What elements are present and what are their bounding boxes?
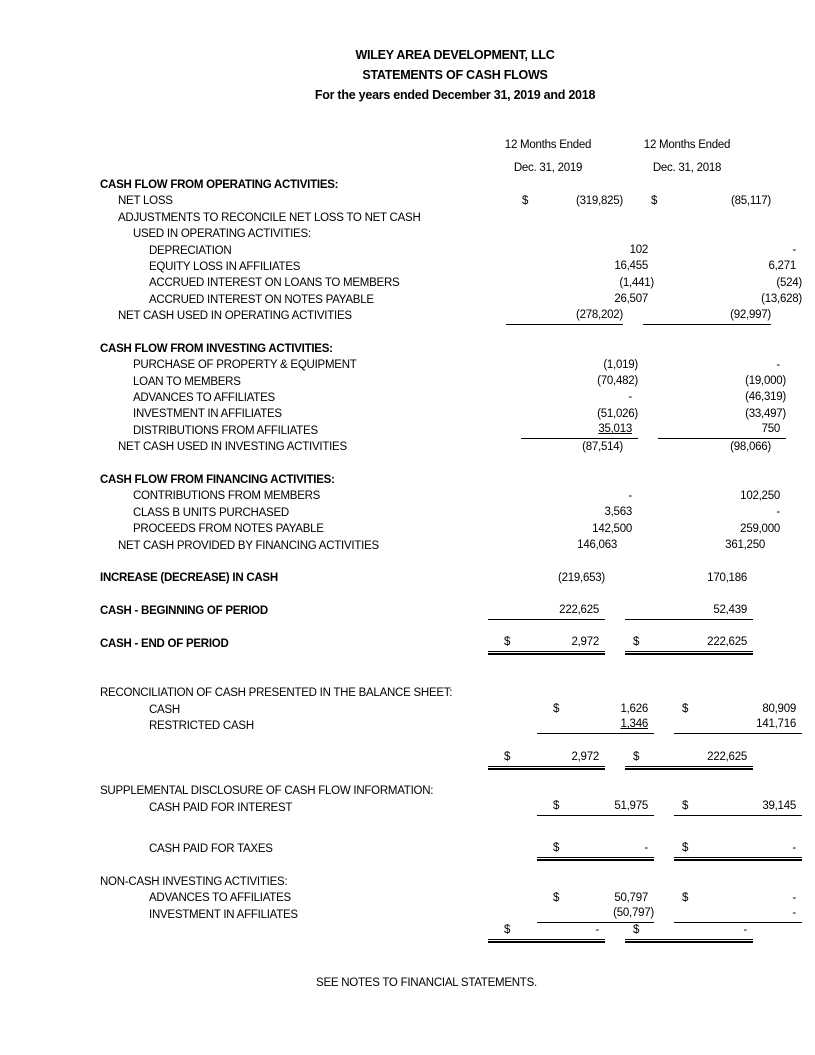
- statement-row: [100, 538, 765, 554]
- spacer-row: [100, 734, 753, 750]
- amount-2019: [537, 259, 654, 275]
- amount-2019: [521, 390, 638, 406]
- statement-row: [100, 890, 796, 906]
- statement-row: [100, 259, 796, 275]
- company-name: WILEY AREA DEVELOPMENT, LLC: [355, 48, 555, 62]
- row-label: ADJUSTMENTS TO RECONCILE NET LOSS TO NET CASH: [118, 211, 421, 224]
- amount-2019: [506, 210, 623, 226]
- amount-value: -: [792, 907, 796, 920]
- amount-2019: [521, 374, 638, 390]
- amount-value: (524): [776, 276, 802, 289]
- row-label: RECONCILIATION OF CASH PRESENTED IN THE BALANCE SHEET:: [100, 687, 453, 700]
- section-header-row: [100, 177, 753, 193]
- row-label: CASH - END OF PERIOD: [100, 637, 229, 650]
- statement-row: [100, 193, 771, 209]
- amount-2019: [488, 341, 605, 357]
- amount-2018: [625, 874, 753, 890]
- amount-2019: [537, 702, 654, 718]
- row-label: PROCEEDS FROM NOTES PAYABLE: [133, 523, 324, 536]
- statement-row: [100, 783, 753, 799]
- statement-row: [100, 406, 786, 422]
- amount-2018: [643, 308, 771, 324]
- amount-value: -: [792, 891, 796, 904]
- column-gap: [654, 841, 674, 857]
- statement-row: [100, 751, 753, 767]
- amount-2018: [625, 570, 753, 586]
- statement-row: [100, 243, 796, 259]
- amount-value: -: [628, 391, 632, 404]
- dollar-sign: $: [633, 923, 640, 936]
- dollar-sign: $: [553, 800, 560, 813]
- amount-value: 26,507: [614, 293, 648, 306]
- column-gap: [638, 423, 658, 439]
- amount-2019: [521, 406, 638, 422]
- statement-row: [100, 923, 753, 939]
- row-label: NET CASH USED IN OPERATING ACTIVITIES: [118, 310, 352, 323]
- statement-row: [100, 718, 796, 734]
- amount-value: 102: [629, 243, 648, 256]
- statement-row: [100, 210, 753, 226]
- dollar-sign: $: [682, 841, 689, 854]
- statement-row: [100, 275, 802, 291]
- amount-value: 750: [761, 423, 780, 436]
- amount-2018: [625, 685, 753, 701]
- amount-2019: [488, 923, 605, 939]
- amount-2018: [658, 521, 786, 537]
- amount-2018: [658, 423, 786, 439]
- spacer-row: [100, 858, 753, 874]
- amount-2019: [488, 783, 605, 799]
- column-header-2018: [618, 134, 756, 180]
- row-label: ACCRUED INTEREST ON LOANS TO MEMBERS: [149, 277, 400, 290]
- amount-2018: [643, 193, 771, 209]
- column-gap: [605, 177, 625, 193]
- row-label: NET CASH PROVIDED BY FINANCING ACTIVITIES: [118, 539, 379, 552]
- dollar-sign: $: [633, 751, 640, 764]
- amount-value: (98,066): [730, 440, 771, 453]
- row-label: INVESTMENT IN AFFILIATES: [133, 408, 282, 421]
- amount-2018: [643, 210, 771, 226]
- amount-value: 1,346: [620, 718, 648, 731]
- column-gap: [638, 406, 658, 422]
- column-gap: [605, 783, 625, 799]
- amount-2018: [625, 177, 753, 193]
- column-gap: [638, 390, 658, 406]
- column-gap: [623, 210, 643, 226]
- column-gap: [654, 907, 674, 923]
- amount-2019: [488, 636, 605, 652]
- amount-2018: [674, 890, 802, 906]
- amount-2019: [537, 243, 654, 259]
- amount-value: -: [776, 358, 780, 371]
- row-label: CONTRIBUTIONS FROM MEMBERS: [133, 490, 321, 503]
- amount-2019: [488, 685, 605, 701]
- amount-value: 361,250: [725, 538, 765, 551]
- statement-row: [100, 907, 796, 923]
- statement-row: [100, 226, 753, 242]
- amount-value: (278,202): [576, 308, 623, 321]
- row-label: ADVANCES TO AFFILIATES: [149, 892, 291, 905]
- amount-2018: [674, 292, 802, 308]
- amount-value: (33,497): [745, 407, 786, 420]
- row-label: LOAN TO MEMBERS: [133, 375, 241, 388]
- amount-2018: [625, 341, 753, 357]
- row-label: INCREASE (DECREASE) IN CASH: [100, 572, 278, 585]
- amount-2019: [506, 538, 623, 554]
- amount-2019: [521, 357, 638, 373]
- amount-2018: [674, 841, 802, 857]
- amount-value: 222,625: [707, 751, 747, 764]
- row-label: PURCHASE OF PROPERTY & EQUIPMENT: [133, 359, 357, 372]
- amount-value: 50,797: [614, 891, 648, 904]
- amount-2019: [521, 488, 638, 504]
- row-label: NET LOSS: [118, 195, 173, 208]
- column-header-2018-line1: 12 Months Ended: [643, 139, 731, 151]
- spacer-row: [100, 669, 753, 685]
- amount-2018: [658, 357, 786, 373]
- column-gap: [654, 800, 674, 816]
- row-label: [100, 751, 488, 767]
- row-label: EQUITY LOSS IN AFFILIATES: [149, 260, 301, 273]
- column-gap: [605, 636, 625, 652]
- column-header-2019: [486, 134, 610, 180]
- statement-row: [100, 488, 780, 504]
- statement-row: [100, 521, 780, 537]
- statement-row: [100, 374, 786, 390]
- column-gap: [654, 890, 674, 906]
- column-header-2019-line2: Dec. 31, 2019: [513, 162, 583, 174]
- amount-value: -: [644, 841, 648, 854]
- row-label: [100, 923, 488, 939]
- dollar-sign: $: [504, 923, 511, 936]
- column-gap: [623, 439, 643, 455]
- amount-2018: [674, 243, 802, 259]
- statement-row: [100, 292, 802, 308]
- amount-value: (87,514): [582, 440, 623, 453]
- amount-2019: [488, 751, 605, 767]
- section-header-row: [100, 636, 753, 652]
- amount-2018: [625, 472, 753, 488]
- dollar-sign: $: [682, 891, 689, 904]
- row-label: CASH PAID FOR TAXES: [149, 843, 273, 856]
- amount-2018: [674, 259, 802, 275]
- amount-2018: [658, 226, 786, 242]
- dollar-sign: $: [553, 841, 560, 854]
- column-gap: [654, 259, 674, 275]
- row-label: CLASS B UNITS PURCHASED: [133, 506, 289, 519]
- spacer-row: [100, 456, 753, 472]
- amount-2019: [521, 505, 638, 521]
- row-label: CASH FLOW FROM INVESTING ACTIVITIES:: [100, 342, 333, 355]
- amount-value: 80,909: [762, 702, 796, 715]
- column-gap: [623, 538, 643, 554]
- column-gap: [605, 923, 625, 939]
- amount-2019: [521, 226, 638, 242]
- row-label: DEPRECIATION: [149, 244, 232, 257]
- amount-2018: [658, 406, 786, 422]
- amount-value: -: [743, 923, 747, 936]
- column-gap: [605, 570, 625, 586]
- statement-row: [100, 308, 771, 324]
- amount-value: 1,626: [620, 702, 648, 715]
- amount-value: 222,625: [559, 603, 599, 616]
- amount-2019: [488, 603, 605, 619]
- amount-value: 35,013: [598, 423, 632, 436]
- amount-value: 2,972: [571, 751, 599, 764]
- amount-value: -: [792, 243, 796, 256]
- amount-2019: [521, 423, 638, 439]
- amount-2019: [537, 890, 654, 906]
- amount-value: 259,000: [740, 522, 780, 535]
- column-gap: [654, 292, 674, 308]
- statement-title: STATEMENTS OF CASH FLOWS: [362, 68, 548, 82]
- amount-value: -: [792, 841, 796, 854]
- amount-2018: [674, 702, 802, 718]
- amount-value: (46,319): [745, 391, 786, 404]
- statement-row: [100, 841, 796, 857]
- amount-value: 3,563: [604, 506, 632, 519]
- row-label: NET CASH USED IN INVESTING ACTIVITIES: [118, 441, 347, 454]
- amount-value: (50,797): [613, 907, 654, 920]
- statement-row: [100, 439, 771, 455]
- document-header: [95, 45, 815, 105]
- column-gap: [605, 685, 625, 701]
- footer-note: SEE NOTES TO FINANCIAL STATEMENTS.: [316, 977, 537, 989]
- amount-value: (219,653): [558, 571, 605, 584]
- amount-value: (70,482): [597, 375, 638, 388]
- row-label: CASH PAID FOR INTEREST: [149, 801, 293, 814]
- row-label: CASH FLOW FROM FINANCING ACTIVITIES:: [100, 474, 335, 487]
- dollar-sign: $: [682, 702, 689, 715]
- amount-value: 16,455: [614, 260, 648, 273]
- amount-2019: [537, 718, 654, 734]
- spacer-row: [100, 816, 753, 841]
- statement-row: [100, 874, 753, 890]
- column-gap: [654, 275, 674, 291]
- column-gap: [605, 341, 625, 357]
- amount-value: (1,441): [619, 276, 654, 289]
- statement-row: [100, 685, 753, 701]
- amount-2019: [506, 308, 623, 324]
- amount-2019: [537, 841, 654, 857]
- spacer-row: [100, 587, 753, 603]
- statement-row: [100, 357, 780, 373]
- dollar-sign: $: [633, 636, 640, 649]
- row-label: SUPPLEMENTAL DISCLOSURE OF CASH FLOW INFORMATION:: [100, 785, 434, 798]
- row-label: RESTRICTED CASH: [149, 719, 254, 732]
- column-gap: [638, 374, 658, 390]
- column-gap: [638, 521, 658, 537]
- row-label: CASH - BEGINNING OF PERIOD: [100, 605, 268, 618]
- amount-2019: [506, 193, 623, 209]
- amount-value: 170,186: [707, 571, 747, 584]
- amount-2019: [506, 439, 623, 455]
- column-gap: [638, 488, 658, 504]
- statement-rows: [100, 177, 802, 940]
- amount-value: 102,250: [740, 489, 780, 502]
- amount-value: 146,063: [577, 538, 617, 551]
- amount-value: (319,825): [576, 194, 623, 207]
- row-label: DISTRIBUTIONS FROM AFFILIATES: [133, 424, 318, 437]
- amount-2019: [537, 292, 654, 308]
- section-header-row: [100, 603, 753, 619]
- row-label: INVESTMENT IN AFFILIATES: [149, 908, 298, 921]
- statement-row: [100, 800, 796, 816]
- amount-2019: [488, 472, 605, 488]
- amount-value: 52,439: [713, 603, 747, 616]
- column-gap: [623, 308, 643, 324]
- column-gap: [605, 603, 625, 619]
- dollar-sign: $: [504, 751, 511, 764]
- column-gap: [605, 751, 625, 767]
- amount-value: 39,145: [762, 800, 796, 813]
- spacer-row: [100, 620, 753, 636]
- column-gap: [638, 505, 658, 521]
- amount-2018: [658, 390, 786, 406]
- amount-2018: [658, 488, 786, 504]
- column-gap: [638, 226, 658, 242]
- dollar-sign: $: [504, 636, 511, 649]
- spacer-row: [100, 554, 753, 570]
- amount-value: 141,716: [756, 718, 796, 731]
- amount-value: -: [628, 489, 632, 502]
- dollar-sign: $: [553, 702, 560, 715]
- statement-row: [100, 505, 780, 521]
- dollar-sign: $: [682, 800, 689, 813]
- row-label: CASH FLOW FROM OPERATING ACTIVITIES:: [100, 179, 339, 191]
- amount-value: 51,975: [614, 800, 648, 813]
- column-gap: [654, 718, 674, 734]
- period-line: For the years ended December 31, 2019 and 2018: [314, 88, 596, 102]
- column-gap: [623, 193, 643, 209]
- amount-2019: [537, 275, 654, 291]
- amount-value: 142,500: [592, 522, 632, 535]
- amount-2019: [488, 177, 605, 193]
- column-gap: [654, 243, 674, 259]
- amount-2018: [625, 603, 753, 619]
- amount-value: (85,117): [731, 194, 771, 207]
- amount-2018: [625, 751, 753, 767]
- amount-value: -: [776, 506, 780, 519]
- statement-row: [100, 423, 780, 439]
- amount-value: (92,997): [730, 308, 771, 321]
- row-label: NON-CASH INVESTING ACTIVITIES:: [100, 876, 288, 889]
- amount-value: 6,271: [768, 260, 796, 273]
- amount-2019: [537, 907, 654, 923]
- amount-2018: [674, 275, 802, 291]
- row-label: CASH: [149, 703, 180, 716]
- statement-row: [100, 390, 786, 406]
- amount-value: -: [595, 923, 599, 936]
- amount-2019: [488, 874, 605, 890]
- dollar-sign: $: [522, 194, 529, 207]
- statement-row: [100, 702, 796, 718]
- amount-2018: [625, 783, 753, 799]
- amount-value: 222,625: [707, 636, 747, 649]
- spacer-row: [100, 325, 753, 341]
- amount-2018: [625, 923, 753, 939]
- amount-2018: [643, 538, 771, 554]
- section-header-row: [100, 472, 753, 488]
- column-gap: [638, 357, 658, 373]
- column-gap: [654, 702, 674, 718]
- amount-value: (1,019): [603, 358, 638, 371]
- column-header-2018-line2: Dec. 31, 2018: [652, 162, 722, 174]
- amount-value: (19,000): [745, 375, 786, 388]
- row-label: ACCRUED INTEREST ON NOTES PAYABLE: [149, 293, 374, 306]
- amount-2019: [488, 570, 605, 586]
- dollar-sign: $: [651, 194, 658, 207]
- amount-2018: [674, 907, 802, 923]
- amount-2018: [658, 374, 786, 390]
- amount-2018: [674, 800, 802, 816]
- amount-2018: [674, 718, 802, 734]
- amount-value: 2,972: [571, 636, 599, 649]
- column-gap: [605, 472, 625, 488]
- row-label: ADVANCES TO AFFILIATES: [133, 392, 275, 405]
- amount-2018: [625, 636, 753, 652]
- amount-2019: [537, 800, 654, 816]
- row-label: USED IN OPERATING ACTIVITIES:: [133, 228, 311, 241]
- amount-value: (51,026): [597, 407, 638, 420]
- section-header-row: [100, 341, 753, 357]
- amount-value: (13,628): [761, 293, 802, 306]
- amount-2019: [521, 521, 638, 537]
- amount-2018: [658, 505, 786, 521]
- column-header-2019-line1: 12 Months Ended: [504, 139, 592, 151]
- amount-2018: [643, 439, 771, 455]
- section-header-row: [100, 570, 753, 586]
- dollar-sign: $: [553, 891, 560, 904]
- column-gap: [605, 874, 625, 890]
